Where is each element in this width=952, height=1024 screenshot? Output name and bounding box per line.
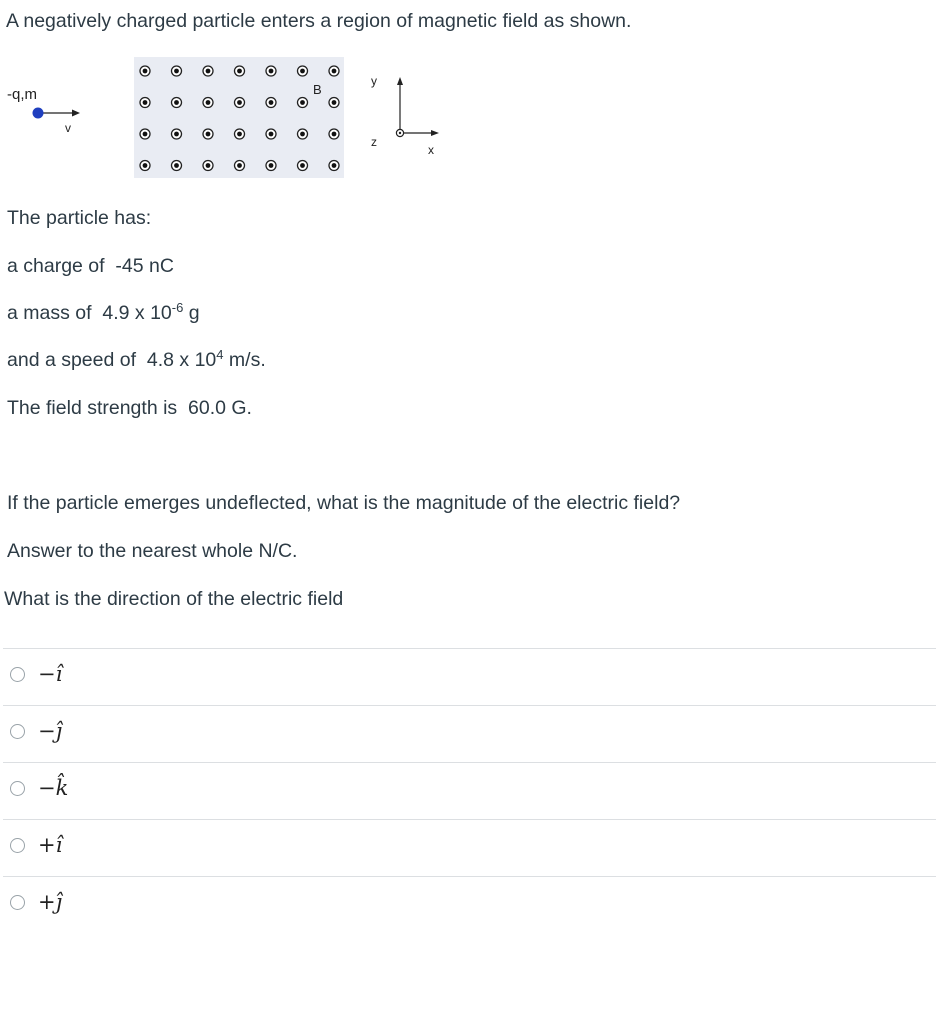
field-dot-center	[206, 132, 211, 137]
field-dot-center	[332, 163, 337, 168]
particle-dot	[33, 108, 44, 119]
answer-instruction: Answer to the nearest whole N/C.	[7, 540, 298, 562]
option-label: +ĵ	[38, 890, 63, 914]
option-pos-i[interactable]	[3, 819, 936, 876]
radio-button[interactable]	[10, 895, 25, 910]
particle-has-heading: The particle has:	[7, 207, 152, 229]
z-axis-label: z	[371, 135, 377, 149]
speed-exponent: 4	[216, 346, 224, 362]
option-neg-k[interactable]	[3, 762, 936, 819]
field-dot-center	[237, 132, 242, 137]
particle-label: -q,m	[7, 86, 37, 103]
option-label: −ĵ	[38, 719, 63, 743]
field-dot-center	[300, 163, 305, 168]
field-dot-center	[143, 163, 148, 168]
field-dot-center	[237, 69, 242, 74]
x-axis-arrowhead	[431, 130, 439, 136]
field-dot-center	[269, 69, 274, 74]
mass-label: a mass of	[7, 302, 92, 324]
charge-line	[7, 255, 174, 278]
radio-button[interactable]	[10, 781, 25, 796]
field-dot-center	[332, 69, 337, 74]
field-dot-center	[206, 69, 211, 74]
field-dot-center	[143, 100, 148, 105]
speed-line	[7, 346, 266, 372]
charge-label: a charge of	[7, 255, 105, 277]
field-dot-center	[174, 69, 179, 74]
field-dot-center	[143, 69, 148, 74]
speed-label: and a speed of	[7, 349, 137, 371]
field-dot-center	[300, 100, 305, 105]
field-strength-label: The field strength is	[7, 397, 178, 419]
radio-button[interactable]	[10, 667, 25, 682]
option-label: −k̂	[38, 776, 69, 800]
field-dot-center	[206, 100, 211, 105]
field-label: B	[313, 82, 322, 97]
mass-line	[7, 299, 200, 325]
y-axis-arrowhead	[397, 77, 403, 85]
option-neg-i[interactable]	[3, 648, 936, 705]
direction-question: What is the direction of the electric field	[4, 588, 344, 610]
field-dot-center	[332, 100, 337, 105]
field-dot-center	[143, 132, 148, 137]
field-dot-center	[174, 163, 179, 168]
radio-button[interactable]	[10, 724, 25, 739]
magnetic-field-diagram	[0, 55, 470, 185]
field-dot-center	[206, 163, 211, 168]
velocity-label: v	[65, 121, 71, 135]
field-strength-line	[7, 397, 252, 420]
field-dot-center	[300, 132, 305, 137]
field-dot-center	[174, 100, 179, 105]
field-dot-center	[237, 100, 242, 105]
option-label: +î	[38, 833, 63, 857]
mass-unit: g	[188, 302, 200, 324]
y-axis-label: y	[371, 74, 377, 88]
field-dot-center	[332, 132, 337, 137]
x-axis-label: x	[428, 143, 434, 157]
mass-mantissa: 4.9 x 10	[102, 302, 172, 324]
charge-value: -45 nC	[115, 255, 174, 277]
question-intro: A negatively charged particle enters a region of magnetic field as shown.	[6, 10, 632, 32]
radio-button[interactable]	[10, 838, 25, 853]
direction-options	[3, 648, 936, 933]
field-dot-center	[174, 132, 179, 137]
field-dot-center	[300, 69, 305, 74]
field-dot-center	[269, 100, 274, 105]
speed-mantissa: 4.8 x 10	[146, 349, 217, 371]
velocity-arrowhead	[72, 110, 80, 117]
field-dot-center	[237, 163, 242, 168]
option-pos-j[interactable]	[3, 876, 936, 933]
field-dot-center	[269, 163, 274, 168]
magnitude-question: If the particle emerges undeflected, what is the magnitude of the electric field?	[7, 492, 681, 514]
speed-unit: m/s.	[228, 349, 266, 371]
mass-exponent: -6	[171, 299, 184, 315]
option-neg-j[interactable]	[3, 705, 936, 762]
field-strength-value: 60.0 G.	[188, 397, 252, 419]
field-dot-center	[269, 132, 274, 137]
option-label: −î	[38, 662, 63, 686]
